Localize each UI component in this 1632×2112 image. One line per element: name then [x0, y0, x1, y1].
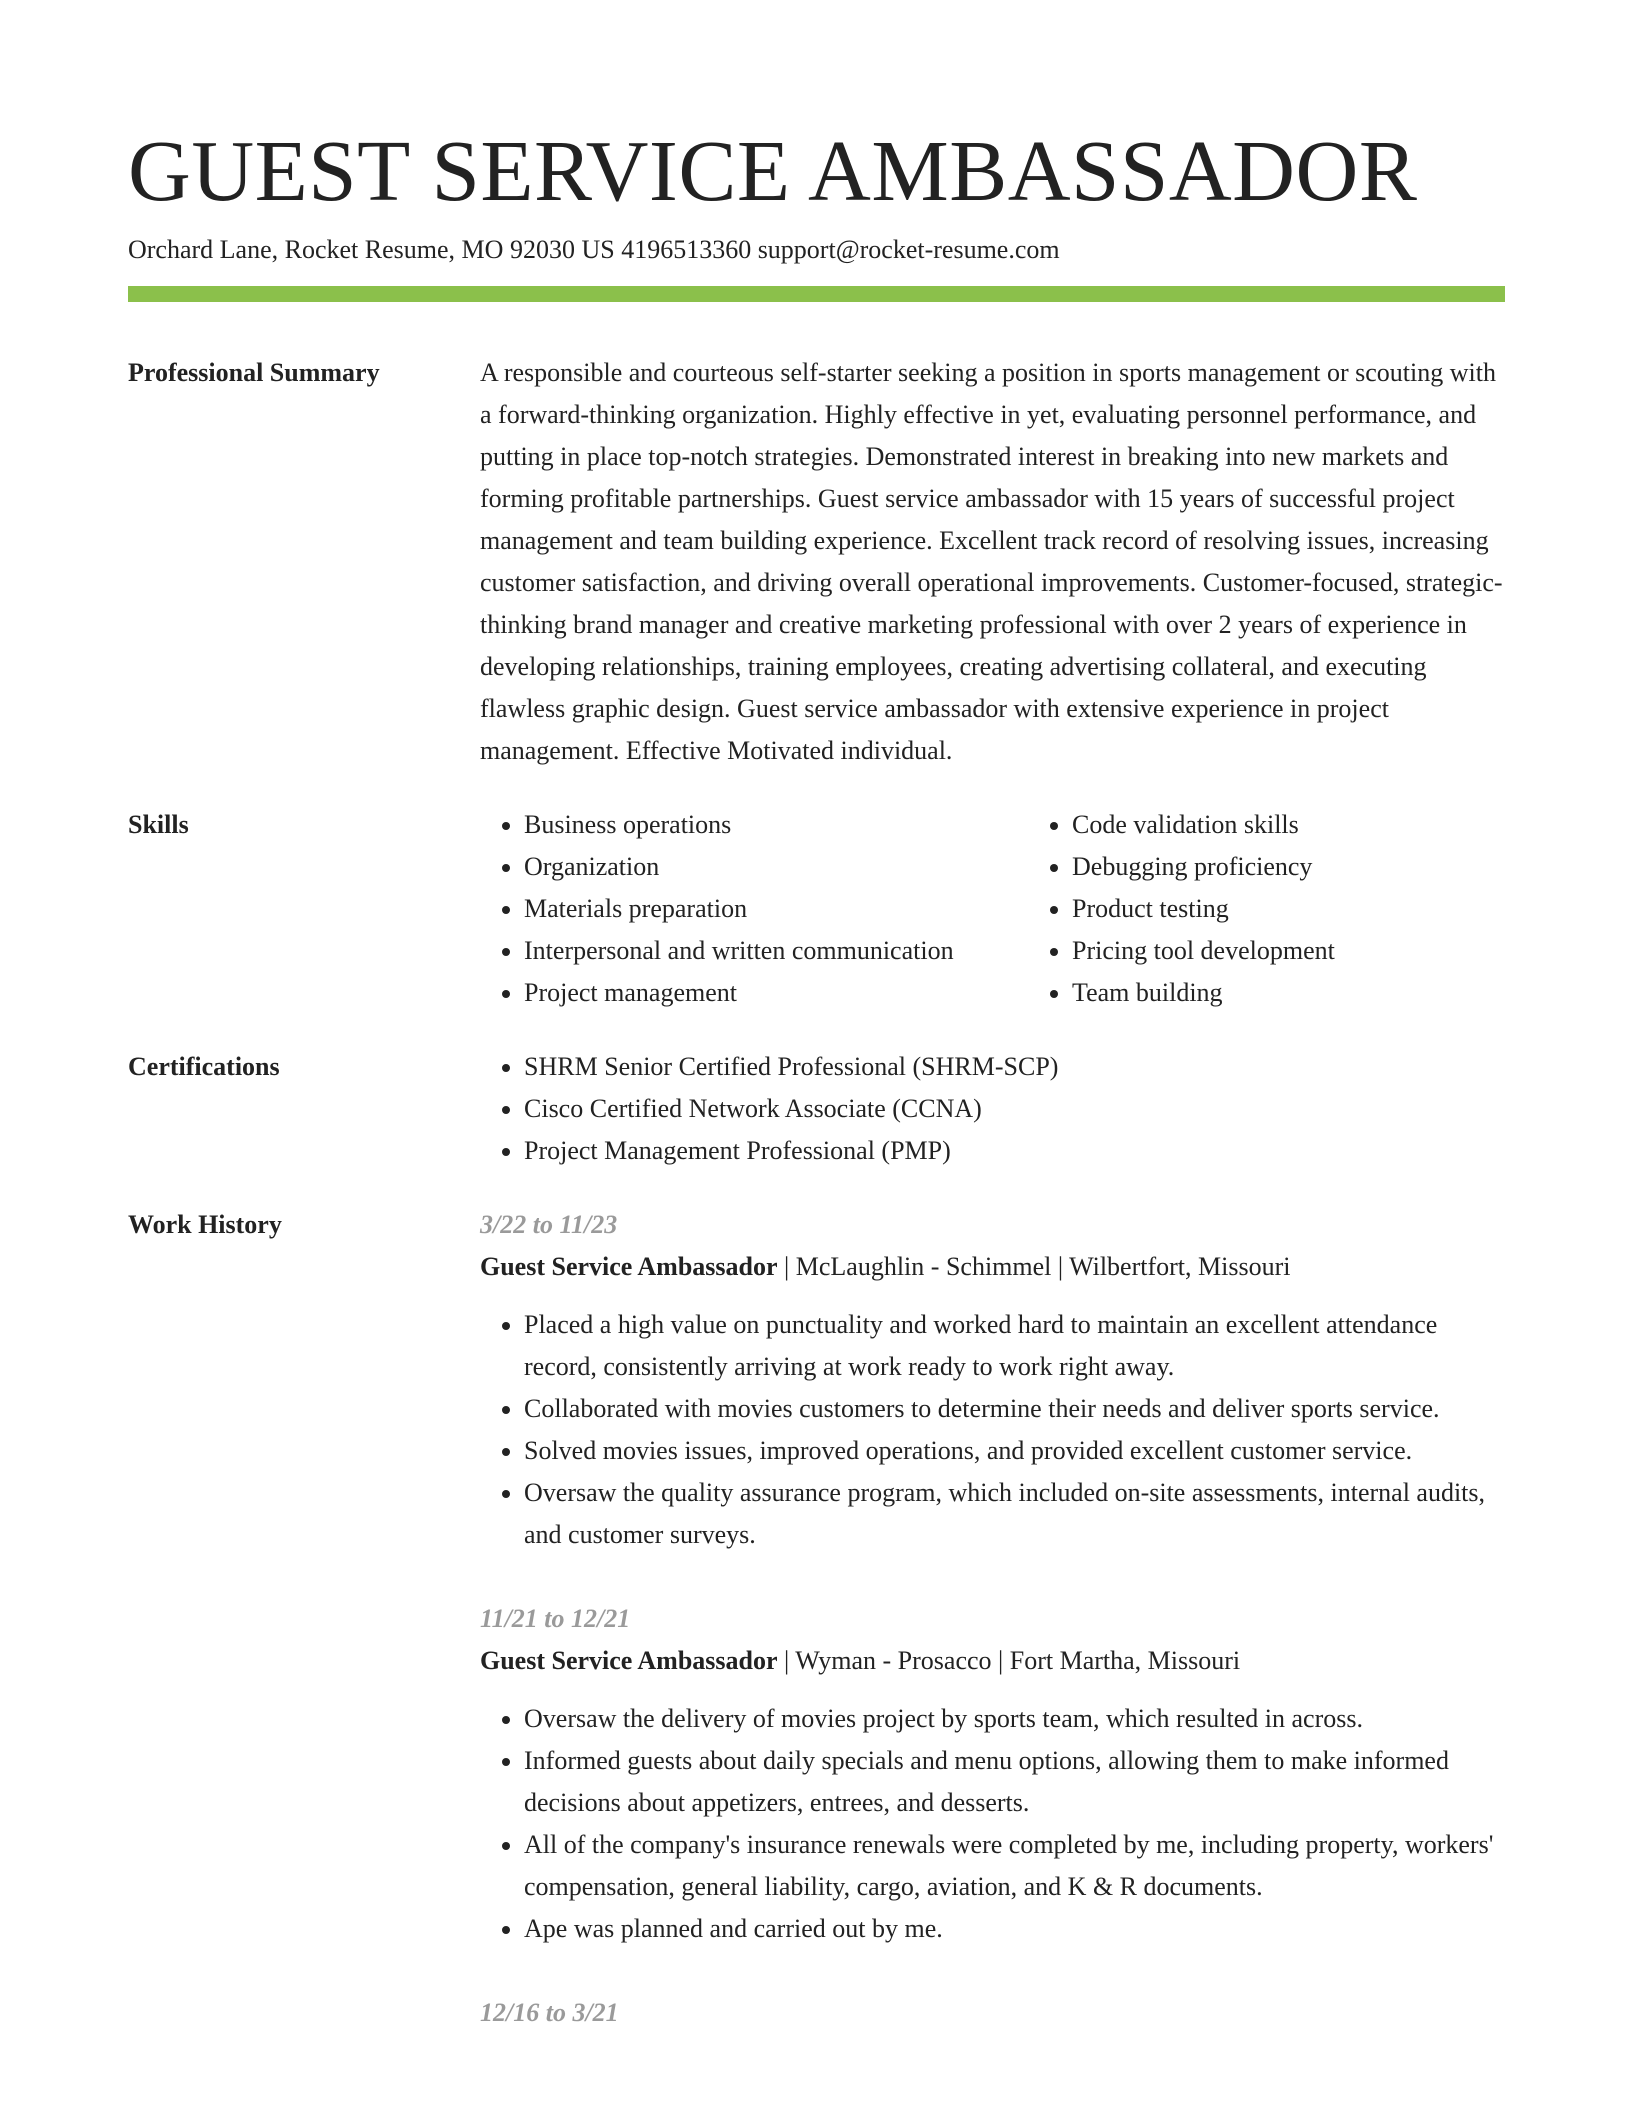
section-professional-summary — [128, 352, 1505, 772]
skill-item: • Debugging proficiency — [1072, 846, 1335, 888]
job-duty-item: • Placed a high value on punctuality and worked hard to maintain an excellent attendance record, consistently arriving at work ready to work right away. — [524, 1304, 1505, 1388]
section-label-work-history: Work History — [128, 1210, 282, 1239]
skill-item: • Code validation skills — [1072, 804, 1335, 846]
job-duty-item: • Collaborated with movies customers to determine their needs and deliver sports service. — [524, 1388, 1505, 1430]
job-duty-item: • All of the company's insurance renewals were completed by me, including property, workers' compensation, general liability, cargo, aviation, and K & R documents. — [524, 1824, 1505, 1908]
contact-email: support@rocket-resume.com — [757, 235, 1060, 264]
section-skills — [128, 804, 1505, 1014]
job-dates: 3/22 to 11/23 — [480, 1210, 618, 1239]
job-title: Guest Service Ambassador — [480, 1252, 778, 1281]
job-duty-item: • Oversaw the quality assurance program, which included on-site assessments, internal audits, and customer surveys. — [524, 1472, 1505, 1556]
contact-line — [128, 233, 1505, 267]
job-entry — [480, 1598, 1505, 1950]
job-duty-item: • Solved movies issues, improved operations, and provided excellent customer service. — [524, 1430, 1505, 1472]
certification-item: • SHRM Senior Certified Professional (SHRM-SCP) — [524, 1046, 1505, 1088]
certifications-body — [480, 1046, 1505, 1172]
job-entry — [480, 1204, 1505, 1556]
job-heading — [480, 1246, 1505, 1288]
summary-text: A responsible and courteous self-starter seeking a position in sports management or scouting with a forward-thinking organization. Highly effective in yet, evaluating personnel performance, and putting in place top-notch strategies. Demonstrated interest in breaking into new markets and forming profitable partnerships. Guest service ambassador with 15 years of successful project management and team building experience. Excellent track record of resolving issues, increasing customer satisfaction, and driving overall operational improvements. Customer-focused, strategic-thinking brand manager and creative marketing professional with over 2 years of experience in developing relationships, training employees, creating advertising collateral, and executing flawless graphic design. Guest service ambassador with extensive experience in project management. Effective Motivated individual. — [480, 358, 1503, 765]
skills-grid — [480, 804, 1505, 1014]
skills-list-right — [1028, 804, 1335, 1014]
skill-item: • Organization — [524, 846, 1028, 888]
skills-list-left — [480, 804, 1028, 1014]
job-duties-list — [480, 1698, 1505, 1950]
resume-title: GUEST SERVICE AMBASSADOR — [128, 122, 1418, 219]
skill-item: • Project management — [524, 972, 1028, 1014]
skill-item: • Team building — [1072, 972, 1335, 1014]
section-certifications — [128, 1046, 1505, 1172]
skill-item: • Pricing tool development — [1072, 930, 1335, 972]
certification-item: • Cisco Certified Network Associate (CCNA) — [524, 1088, 1505, 1130]
job-dates: 12/16 to 3/21 — [480, 1998, 619, 2027]
work-history-body — [480, 1204, 1505, 2076]
job-heading — [480, 1640, 1505, 1682]
certifications-list — [480, 1046, 1505, 1172]
job-duty-item: • Informed guests about daily specials and menu options, allowing them to make informed decisions about appetizers, entrees, and desserts. — [524, 1740, 1505, 1824]
skill-item: • Materials preparation — [524, 888, 1028, 930]
certification-item: • Project Management Professional (PMP) — [524, 1130, 1505, 1172]
section-work-history — [128, 1204, 1505, 2076]
skill-item: • Business operations — [524, 804, 1028, 846]
job-title: Guest Service Ambassador — [480, 1646, 778, 1675]
job-duty-item: • Ape was planned and carried out by me. — [524, 1908, 1505, 1950]
skill-item: • Interpersonal and written communication — [524, 930, 1028, 972]
job-entry — [480, 1992, 1505, 2034]
job-company-location: | Wyman - Prosacco | Fort Martha, Missouri — [777, 1646, 1241, 1675]
job-dates: 11/21 to 12/21 — [480, 1604, 631, 1633]
header-divider — [128, 286, 1505, 302]
job-duties-list — [480, 1304, 1505, 1556]
contact-phone: 4196513360 — [621, 235, 752, 264]
job-company-location: | McLaughlin - Schimmel | Wilbertfort, Missouri — [777, 1252, 1291, 1281]
section-label-skills: Skills — [128, 810, 189, 839]
resume-page — [128, 0, 1505, 2076]
job-duty-item: • Oversaw the delivery of movies project by sports team, which resulted in across. — [524, 1698, 1505, 1740]
section-label-certifications: Certifications — [128, 1052, 280, 1081]
skills-body — [480, 804, 1505, 1014]
skill-item: • Product testing — [1072, 888, 1335, 930]
contact-address: Orchard Lane, Rocket Resume, MO 92030 US — [128, 235, 615, 264]
section-label-summary: Professional Summary — [128, 358, 380, 387]
